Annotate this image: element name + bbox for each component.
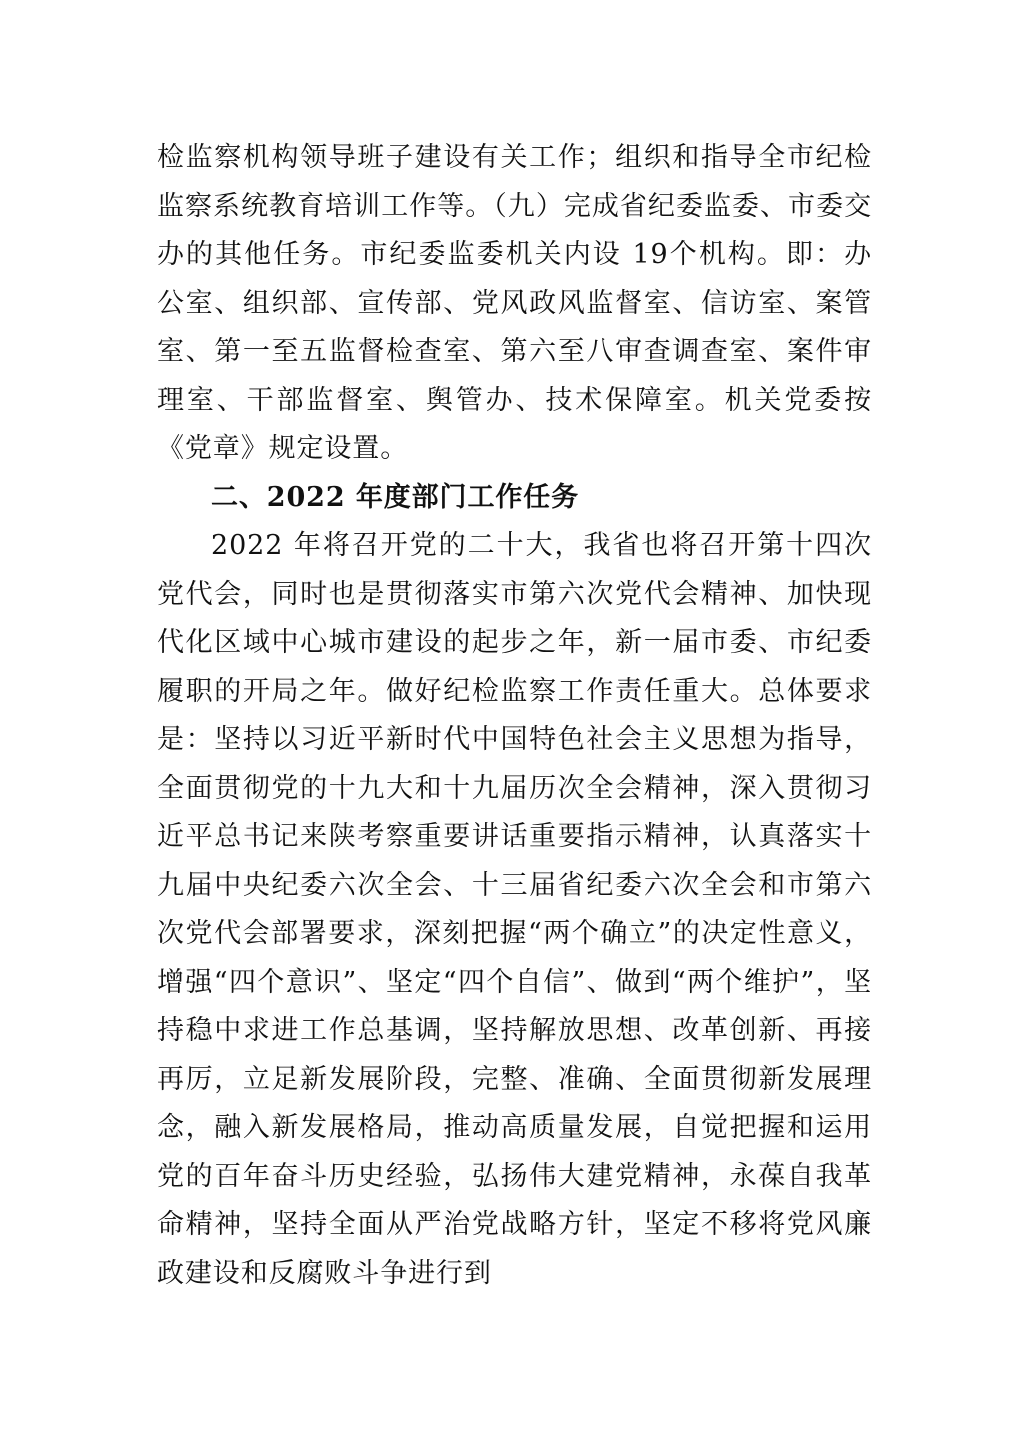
continued-paragraph: 检监察机构领导班子建设有关工作；组织和指导全市纪检监察系统教育培训工作等。（九）完成省纪委监委、市委交办的其他任务。市纪委监委机关内设 19个机构。即：办公室、组织部、宣传部、党风政风监督室、信访室、案管室、第一至五监督检查室、第六至八审查调查室、案件审理室、干部监督室、舆管办、技术保障室。机关党委按《党章》规定设置。: [157, 142, 872, 464]
body-paragraph: 2022 年将召开党的二十大，我省也将召开第十四次党代会，同时也是贯彻落实市第六次党代会精神、加快现代化区域中心城市建设的起步之年，新一届市委、市纪委履职的开局之年。做好纪检监察工作责任重大。总体要求是：坚持以习近平新时代中国特色社会主义思想为指导，全面贯彻党的十九大和十九届历次全会精神，深入贯彻习近平总书记来陕考察重要讲话重要指示精神，认真落实十九届中央纪委六次全会、十三届省纪委六次全会和市第六次党代会部署要求，深刻把握“两个确立”的决定性意义，增强“四个意识”、坚定“四个自信”、做到“两个维护”，坚持稳中求进工作总基调，坚持解放思想、改革创新、再接再厉，立足新发展阶段，完整、准确、全面贯彻新发展理念，融入新发展格局，推动高质量发展，自觉把握和运用党的百年奋斗历史经验，弘扬伟大建党精神，永葆自我革命精神，坚持全面从严治党战略方针，坚定不移将党风廉政建设和反腐败斗争进行到: [157, 530, 872, 1289]
document-page: [157, 134, 872, 1298]
section-heading: 二、2022 年度部门工作任务: [211, 481, 580, 513]
